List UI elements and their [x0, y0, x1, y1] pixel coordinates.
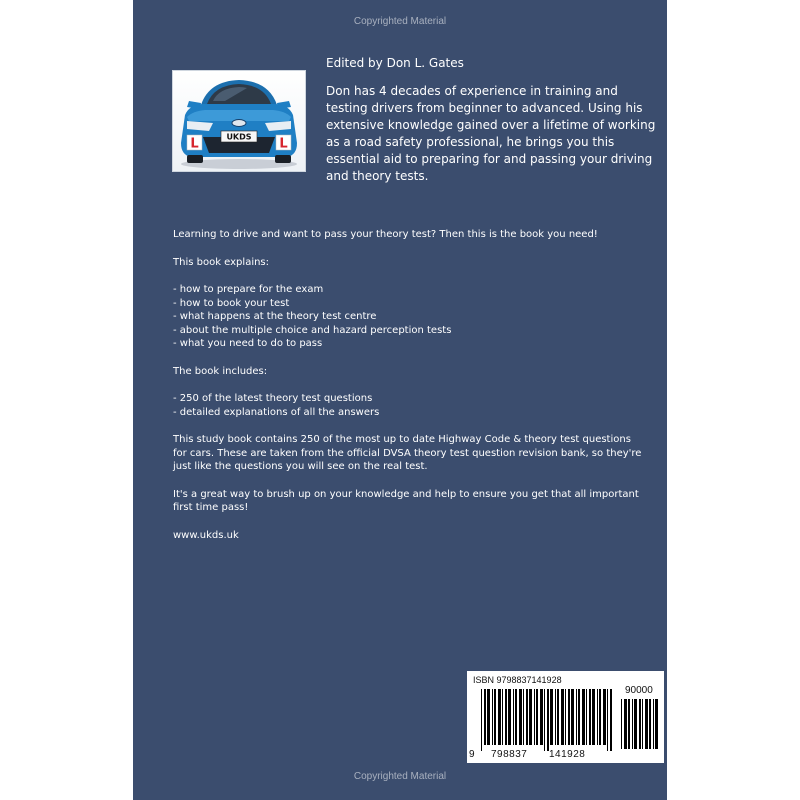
isbn-barcode: [467, 671, 664, 763]
l-plate-right: L: [279, 136, 288, 152]
l-plate-left: L: [190, 136, 199, 152]
explains-heading: This book explains:: [173, 256, 270, 268]
list-item: - what happens at the theory test centre: [173, 311, 377, 322]
watermark-top: Copyrighted Material: [353, 16, 447, 27]
plate-text: UKDS: [226, 132, 252, 142]
intro-paragraph: Learning to drive and want to pass your theory test? Then this is the book you need!: [173, 229, 598, 240]
study-paragraph: This study book contains 250 of the most up to date Highway Code & theory test questions for cars. These are taken from the official DVSA theory test question revision bank, so they're just like the questions you will see on the real test.: [173, 434, 642, 472]
barcode-digits-right: 141928: [549, 749, 586, 760]
price-code: 90000: [625, 685, 653, 696]
list-item: - how to book your test: [173, 297, 290, 309]
barcode-digits-left: 798837: [491, 749, 528, 760]
watermark-bottom: Copyrighted Material: [353, 771, 447, 782]
car-icon: [173, 71, 305, 171]
isbn-label: ISBN 9798837141928: [473, 675, 562, 685]
website-link[interactable]: www.ukds.uk: [173, 529, 239, 541]
editor-section: [326, 55, 656, 185]
explains-list: [173, 283, 643, 351]
closing-paragraph: It's a great way to brush up on your knowledge and help to ensure you get that all important first time pass!: [173, 488, 639, 513]
list-item: - what you need to do to pass: [173, 338, 323, 349]
learner-car-photo: [172, 70, 306, 172]
includes-heading: The book includes:: [173, 365, 268, 377]
editor-title: Edited by Don L. Gates: [326, 56, 464, 70]
includes-list: [173, 392, 643, 419]
list-item: - how to prepare for the exam: [173, 284, 324, 295]
editor-bio: Don has 4 decades of experience in training and testing drivers from beginner to advanced. Using his extensive knowledge gained over a lifetime of working as a road safety professional, he brings you this essential aid to preparing for and passing your driving and theory tests.: [326, 84, 656, 183]
list-item: - about the multiple choice and hazard perception tests: [173, 324, 452, 336]
blurb: [173, 228, 643, 542]
barcode-icon: [467, 685, 664, 751]
barcode-digit-first: 9: [469, 749, 476, 760]
list-item: - 250 of the latest theory test questions: [173, 393, 373, 404]
list-item: - detailed explanations of all the answers: [173, 406, 380, 418]
back-cover: [133, 0, 667, 800]
